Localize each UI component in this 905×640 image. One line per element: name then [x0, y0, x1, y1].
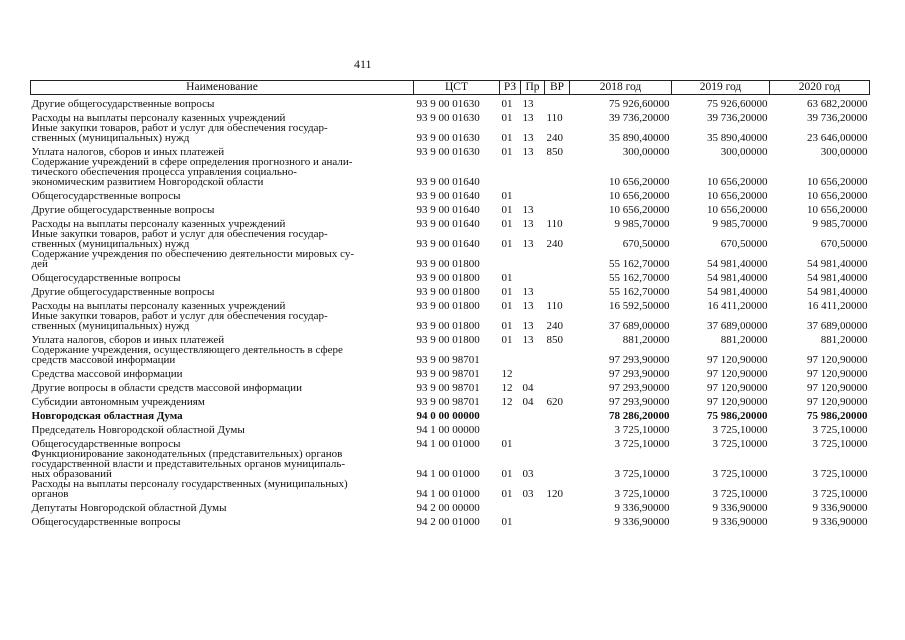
row-2018: 55 162,70000	[609, 272, 670, 284]
row-2020: 300,00000	[820, 146, 868, 158]
table-row	[31, 331, 870, 345]
table-body	[31, 95, 870, 528]
row-rz	[500, 499, 521, 513]
row-name	[31, 449, 414, 479]
row-cst: 94 2 00 00000	[416, 502, 480, 514]
row-2020: 3 725,10000	[812, 468, 868, 480]
row-name	[31, 249, 414, 269]
row-name-line: тического обеспечения процесса управления социально-	[31, 166, 297, 178]
row-vr	[545, 407, 570, 421]
row-name-line: Средства массовой информации	[31, 368, 183, 380]
row-2019: 9 985,70000	[712, 218, 768, 230]
row-2019: 35 890,40000	[707, 132, 768, 144]
row-pr	[521, 513, 545, 527]
header-2019: 2019 год	[672, 81, 770, 95]
row-2018: 97 293,90000	[609, 382, 670, 394]
row-2018: 10 656,20000	[609, 176, 670, 188]
row-rz	[500, 249, 521, 269]
row-2018: 78 286,20000	[609, 410, 670, 422]
row-pr: 13	[522, 132, 534, 144]
row-name-line: Уплата налогов, сборов и иных платежей	[31, 146, 225, 158]
row-2020: 9 336,90000	[812, 502, 868, 514]
row-2018: 97 293,90000	[609, 354, 670, 366]
row-cst: 93 9 00 01800	[416, 272, 480, 284]
row-name	[31, 297, 414, 311]
row-name	[31, 143, 414, 157]
row-2018: 97 293,90000	[609, 396, 670, 408]
row-name-line: Расходы на выплаты персоналу казенных учреждений	[31, 112, 286, 124]
row-name-line: Председатель Новгородской областной Думы	[31, 424, 245, 436]
row-2018: 35 890,40000	[609, 132, 670, 144]
row-2018: 670,50000	[622, 238, 670, 250]
row-name-line: Иные закупки товаров, работ и услуг для обеспечения государ-	[31, 228, 328, 240]
row-name	[31, 95, 414, 110]
table-row	[31, 157, 870, 187]
table-row	[31, 297, 870, 311]
row-2019: 9 336,90000	[712, 502, 768, 514]
row-rz: 12	[501, 368, 513, 380]
row-2018: 16 592,50000	[609, 300, 670, 312]
row-vr	[545, 201, 570, 215]
row-vr: 850	[546, 146, 563, 158]
table-row	[31, 201, 870, 215]
row-name	[31, 331, 414, 345]
table-row	[31, 229, 870, 249]
row-name	[31, 157, 414, 187]
row-pr	[521, 249, 545, 269]
row-cst: 93 9 00 01630	[416, 112, 480, 124]
row-cst: 93 9 00 01800	[416, 334, 480, 346]
row-rz: 01	[501, 320, 513, 332]
table-row	[31, 283, 870, 297]
row-2018: 75 926,60000	[609, 98, 670, 110]
row-2018: 55 162,70000	[609, 258, 670, 270]
row-name-line: Содержание учреждения, осуществляющего деятельность в сфере	[31, 344, 343, 356]
row-2019: 3 725,10000	[712, 468, 768, 480]
row-vr	[545, 95, 570, 110]
row-2020: 54 981,40000	[807, 272, 868, 284]
table-header-row	[31, 81, 870, 95]
row-2018: 39 736,20000	[609, 112, 670, 124]
row-pr: 04	[522, 396, 534, 408]
table-row	[31, 499, 870, 513]
row-cst: 93 9 00 01800	[416, 320, 480, 332]
row-name	[31, 407, 414, 421]
row-name	[31, 229, 414, 249]
row-name-line: Содержание учреждений в сфере определения прогнозного и анали-	[31, 156, 353, 168]
table-row	[31, 269, 870, 283]
row-2018: 300,00000	[622, 146, 670, 158]
row-cst: 93 9 00 98701	[416, 382, 480, 394]
row-2019: 54 981,40000	[707, 258, 768, 270]
row-pr: 13	[522, 204, 534, 216]
row-name	[31, 435, 414, 449]
budget-table	[30, 80, 870, 527]
row-2020: 9 336,90000	[812, 516, 868, 528]
row-2018: 10 656,20000	[609, 204, 670, 216]
row-2020: 10 656,20000	[807, 176, 868, 188]
header-cst: ЦСТ	[414, 81, 500, 95]
row-pr	[521, 157, 545, 187]
row-rz: 01	[501, 516, 513, 528]
row-cst: 93 9 00 01640	[416, 238, 480, 250]
table-row	[31, 435, 870, 449]
row-name-line: средств массовой информации	[31, 354, 176, 366]
row-cst: 94 1 00 01000	[416, 468, 480, 480]
row-cst: 94 2 00 01000	[416, 516, 480, 528]
row-pr	[521, 435, 545, 449]
row-name-line: Другие вопросы в области средств массовой информации	[31, 382, 302, 394]
row-vr	[545, 435, 570, 449]
row-rz: 01	[501, 132, 513, 144]
row-vr	[545, 365, 570, 379]
header-vr: ВР	[545, 81, 570, 95]
row-pr: 13	[522, 300, 534, 312]
header-rz: РЗ	[500, 81, 521, 95]
row-2018: 37 689,00000	[609, 320, 670, 332]
row-2020: 97 120,90000	[807, 382, 868, 394]
row-name-line: Другие общегосударственные вопросы	[31, 98, 215, 110]
row-cst: 93 9 00 01800	[416, 258, 480, 270]
row-rz: 01	[501, 300, 513, 312]
row-pr: 13	[522, 334, 534, 346]
row-pr	[521, 499, 545, 513]
row-name	[31, 283, 414, 297]
row-name-line: Общегосударственные вопросы	[31, 438, 181, 450]
row-cst: 93 9 00 01800	[416, 300, 480, 312]
row-pr	[521, 345, 545, 365]
row-name-line: Функционирование законодательных (представительных) органов	[31, 448, 343, 460]
row-2019: 97 120,90000	[707, 368, 768, 380]
table-row	[31, 513, 870, 527]
table-row	[31, 345, 870, 365]
page-number: 411	[354, 57, 372, 71]
row-name	[31, 311, 414, 331]
row-name	[31, 421, 414, 435]
row-vr	[545, 249, 570, 269]
row-name-line: Иные закупки товаров, работ и услуг для обеспечения государ-	[31, 310, 328, 322]
header-2020: 2020 год	[770, 81, 870, 95]
row-2020: 97 120,90000	[807, 354, 868, 366]
row-2019: 3 725,10000	[712, 488, 768, 500]
table-row	[31, 109, 870, 123]
row-cst: 93 9 00 98701	[416, 354, 480, 366]
row-rz: 12	[501, 396, 513, 408]
row-rz	[500, 407, 521, 421]
row-vr: 240	[546, 238, 563, 250]
row-rz: 12	[501, 382, 513, 394]
row-name-line: экономическим развитием Новгородской области	[31, 176, 264, 188]
header-2018: 2018 год	[570, 81, 672, 95]
row-2020: 37 689,00000	[807, 320, 868, 332]
row-vr: 850	[546, 334, 563, 346]
row-pr	[521, 269, 545, 283]
row-vr	[545, 345, 570, 365]
row-name-line: Содержание учреждения по обеспечению деятельности мировых су-	[31, 248, 355, 260]
row-name	[31, 215, 414, 229]
row-2018: 9 336,90000	[614, 502, 670, 514]
row-2019: 10 656,20000	[707, 176, 768, 188]
row-2019: 16 411,20000	[707, 300, 768, 312]
row-pr	[521, 365, 545, 379]
row-name	[31, 479, 414, 499]
row-2018: 3 725,10000	[614, 424, 670, 436]
row-name-line: Депутаты Новгородской областной Думы	[31, 502, 227, 514]
row-cst: 93 9 00 01630	[416, 98, 480, 110]
row-cst: 93 9 00 98701	[416, 368, 480, 380]
row-2018: 881,20000	[622, 334, 670, 346]
row-2018: 9 336,90000	[614, 516, 670, 528]
row-pr: 03	[522, 468, 534, 480]
row-vr: 110	[546, 218, 563, 230]
row-2020: 23 646,00000	[807, 132, 868, 144]
row-vr	[545, 283, 570, 297]
row-name-line: Расходы на выплаты персоналу казенных учреждений	[31, 218, 286, 230]
row-2018: 3 725,10000	[614, 438, 670, 450]
row-2019: 75 926,60000	[707, 98, 768, 110]
row-rz: 01	[501, 334, 513, 346]
table-row	[31, 407, 870, 421]
row-pr	[521, 407, 545, 421]
row-pr: 13	[522, 320, 534, 332]
row-2020: 3 725,10000	[812, 424, 868, 436]
row-2019: 37 689,00000	[707, 320, 768, 332]
row-pr: 13	[522, 238, 534, 250]
row-2020: 97 120,90000	[807, 396, 868, 408]
row-2019: 97 120,90000	[707, 354, 768, 366]
row-name-line: органов	[31, 488, 69, 500]
row-name-line: Новгородская областная Дума	[31, 410, 183, 422]
row-name-line: Общегосударственные вопросы	[31, 272, 181, 284]
row-2020: 97 120,90000	[807, 368, 868, 380]
row-rz: 01	[501, 286, 513, 298]
row-vr	[545, 513, 570, 527]
row-2019: 670,50000	[720, 238, 768, 250]
row-2020: 3 725,10000	[812, 438, 868, 450]
row-2018: 9 985,70000	[614, 218, 670, 230]
row-vr: 240	[546, 132, 563, 144]
row-vr: 620	[546, 396, 563, 408]
row-name-line: Общегосударственные вопросы	[31, 190, 181, 202]
row-2020: 39 736,20000	[807, 112, 868, 124]
row-cst: 94 1 00 00000	[416, 424, 480, 436]
row-pr: 13	[522, 146, 534, 158]
row-cst: 93 9 00 01800	[416, 286, 480, 298]
row-name-line: Другие общегосударственные вопросы	[31, 286, 215, 298]
row-name-line: ственных (муниципальных) нужд	[31, 320, 190, 332]
row-name	[31, 379, 414, 393]
row-name-line: Общегосударственные вопросы	[31, 516, 181, 528]
row-rz: 01	[501, 272, 513, 284]
row-pr	[521, 187, 545, 201]
row-name	[31, 269, 414, 283]
row-name	[31, 345, 414, 365]
row-2020: 10 656,20000	[807, 190, 868, 202]
row-2020: 54 981,40000	[807, 286, 868, 298]
row-cst: 93 9 00 98701	[416, 396, 480, 408]
row-2019: 300,00000	[720, 146, 768, 158]
row-2019: 10 656,20000	[707, 204, 768, 216]
row-vr: 240	[546, 320, 563, 332]
table-row	[31, 215, 870, 229]
row-2018: 55 162,70000	[609, 286, 670, 298]
table-row	[31, 187, 870, 201]
row-2020: 670,50000	[820, 238, 868, 250]
row-name-line: государственной власти и представительных органов муниципаль-	[31, 458, 346, 470]
row-pr: 13	[522, 286, 534, 298]
row-2020: 54 981,40000	[807, 258, 868, 270]
row-2018: 3 725,10000	[614, 488, 670, 500]
row-rz	[500, 157, 521, 187]
table-row	[31, 123, 870, 143]
row-2019: 54 981,40000	[707, 272, 768, 284]
row-cst: 93 9 00 01640	[416, 218, 480, 230]
row-rz: 01	[501, 146, 513, 158]
row-rz: 01	[501, 98, 513, 110]
header-pr: Пр	[521, 81, 545, 95]
table-row	[31, 311, 870, 331]
row-name	[31, 201, 414, 215]
row-vr	[545, 269, 570, 283]
table-row	[31, 249, 870, 269]
row-2019: 10 656,20000	[707, 190, 768, 202]
row-vr	[545, 449, 570, 479]
row-cst: 93 9 00 01640	[416, 176, 480, 188]
row-2020: 881,20000	[820, 334, 868, 346]
row-name	[31, 187, 414, 201]
table-row	[31, 379, 870, 393]
row-name-line: Расходы на выплаты персоналу государственных (муниципальных)	[31, 478, 348, 490]
row-vr	[545, 499, 570, 513]
table-row	[31, 449, 870, 479]
row-vr: 110	[546, 300, 563, 312]
table-row	[31, 143, 870, 157]
row-rz: 01	[501, 218, 513, 230]
row-2019: 54 981,40000	[707, 286, 768, 298]
row-rz: 01	[501, 204, 513, 216]
row-2020: 10 656,20000	[807, 204, 868, 216]
row-vr	[545, 379, 570, 393]
table-row	[31, 365, 870, 379]
row-2019: 9 336,90000	[712, 516, 768, 528]
row-rz: 01	[501, 438, 513, 450]
row-rz	[500, 421, 521, 435]
table-row	[31, 479, 870, 499]
row-2020: 3 725,10000	[812, 488, 868, 500]
row-cst: 94 1 00 01000	[416, 438, 480, 450]
row-pr: 13	[522, 218, 534, 230]
row-vr	[545, 421, 570, 435]
row-2019: 75 986,20000	[707, 410, 768, 422]
row-cst: 93 9 00 01630	[416, 146, 480, 158]
row-pr	[521, 421, 545, 435]
row-name-line: дей	[31, 258, 48, 270]
row-name	[31, 123, 414, 143]
row-cst: 94 0 00 00000	[416, 410, 480, 422]
row-name	[31, 365, 414, 379]
row-cst: 94 1 00 01000	[416, 488, 480, 500]
row-name	[31, 109, 414, 123]
row-vr	[545, 187, 570, 201]
row-2018: 97 293,90000	[609, 368, 670, 380]
row-rz: 01	[501, 488, 513, 500]
header-name: Наименование	[31, 81, 414, 95]
row-pr: 13	[522, 98, 534, 110]
row-2019: 881,20000	[720, 334, 768, 346]
row-name	[31, 499, 414, 513]
row-name-line: Расходы на выплаты персоналу казенных учреждений	[31, 300, 286, 312]
row-vr: 110	[546, 112, 563, 124]
row-pr: 13	[522, 112, 534, 124]
row-2020: 16 411,20000	[807, 300, 868, 312]
row-2019: 3 725,10000	[712, 424, 768, 436]
row-name-line: Иные закупки товаров, работ и услуг для обеспечения государ-	[31, 122, 328, 134]
row-cst: 93 9 00 01640	[416, 204, 480, 216]
row-2019: 97 120,90000	[707, 396, 768, 408]
row-2019: 97 120,90000	[707, 382, 768, 394]
row-name-line: ных образований	[31, 468, 112, 480]
row-2019: 3 725,10000	[712, 438, 768, 450]
row-name-line: Уплата налогов, сборов и иных платежей	[31, 334, 225, 346]
row-2020: 9 985,70000	[812, 218, 868, 230]
row-2020: 75 986,20000	[807, 410, 868, 422]
row-vr: 120	[546, 488, 563, 500]
row-rz: 01	[501, 112, 513, 124]
row-rz: 01	[501, 468, 513, 480]
row-2018: 3 725,10000	[614, 468, 670, 480]
row-name-line: Субсидии автономным учреждениям	[31, 396, 205, 408]
row-vr	[545, 157, 570, 187]
row-name	[31, 513, 414, 527]
row-name-line: ственных (муниципальных) нужд	[31, 238, 190, 250]
table-row	[31, 421, 870, 435]
row-pr: 03	[522, 488, 534, 500]
row-name-line: ственных (муниципальных) нужд	[31, 132, 190, 144]
row-rz: 01	[501, 238, 513, 250]
row-2020: 63 682,20000	[807, 98, 868, 110]
row-cst: 93 9 00 01630	[416, 132, 480, 144]
row-rz	[500, 345, 521, 365]
row-2018: 10 656,20000	[609, 190, 670, 202]
table-row	[31, 95, 870, 110]
row-pr: 04	[522, 382, 534, 394]
table-row	[31, 393, 870, 407]
row-name	[31, 393, 414, 407]
row-rz: 01	[501, 190, 513, 202]
row-2019: 39 736,20000	[707, 112, 768, 124]
row-name-line: Другие общегосударственные вопросы	[31, 204, 215, 216]
row-cst: 93 9 00 01640	[416, 190, 480, 202]
